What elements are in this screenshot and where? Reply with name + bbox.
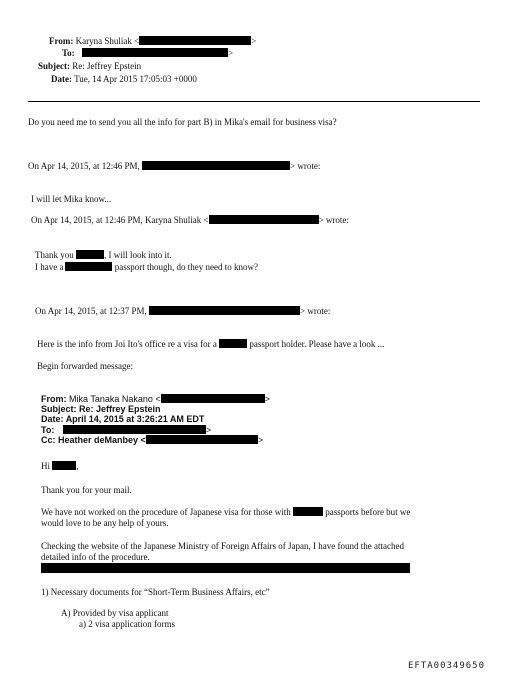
redaction (219, 339, 247, 348)
redaction (76, 250, 104, 259)
date-label: Date: (51, 74, 72, 84)
subject-label: Subject: (38, 61, 70, 71)
fwd-thanks: Thank you for your mail. (41, 485, 132, 495)
fwd-para-2: Checking the website of the Japanese Ministry of Foreign Affairs of Japan, I have found the attached (41, 541, 404, 551)
redaction (149, 306, 300, 315)
subject-text: Re: Jeffrey Epstein (72, 61, 142, 71)
fwd-to: To: > (41, 425, 212, 435)
header-to: To: > (62, 48, 234, 58)
header-date (51, 74, 197, 85)
thank-line: Thank you , I will look into it. (35, 250, 172, 260)
redaction (52, 461, 76, 470)
fwd-greeting: Hi , (41, 461, 79, 471)
body-line-1: Do you need me to send you all the info for part B) in Mika's email for business visa? (28, 117, 337, 127)
fwd-cc: Cc: Heather deManbey < > (41, 435, 264, 445)
fwd-para-1: We have not worked on the procedure of Japanese visa for those with passports before but we (41, 507, 411, 517)
header-subject (38, 61, 141, 72)
passport-line: I have a passport though, do they need to know? (35, 262, 258, 272)
redaction (65, 262, 112, 271)
redaction (63, 425, 206, 434)
date-text: Tue, 14 Apr 2015 17:05:03 +0000 (74, 74, 197, 84)
redacted-line (41, 563, 410, 575)
body-line-2: I will let Mika know... (31, 194, 112, 204)
quote-header-3: On Apr 14, 2015, at 12:37 PM, > wrote: (35, 306, 331, 316)
quote-header-2: On Apr 14, 2015, at 12:46 PM, Karyna Shuliak < > wrote: (31, 215, 349, 225)
fwd-subject: Subject: Re: Jeffrey Epstein (41, 404, 161, 414)
redaction (41, 563, 410, 573)
redaction (146, 435, 258, 444)
list-item-1: 1) Necessary documents for “Short-Term Business Affairs, etc” (41, 587, 270, 597)
list-item-a1: a) 2 visa application forms (79, 619, 175, 629)
from-name: Karyna Shuliak < (75, 36, 140, 46)
redaction (82, 48, 228, 57)
document-id: EFTA00349650 (408, 661, 486, 671)
redaction (139, 36, 251, 45)
redaction (142, 161, 290, 170)
redaction (293, 507, 323, 516)
redaction (161, 394, 265, 403)
to-label: To: (62, 48, 75, 58)
info-line: Here is the info from Joi Ito's office re a visa for a passport holder. Please have a look ... (37, 339, 385, 349)
header-from: From: Karyna Shuliak < > (49, 36, 257, 46)
redaction (209, 215, 319, 224)
header-divider (28, 101, 480, 102)
fwd-from: From: Mika Tanaka Nakano < > (41, 394, 270, 404)
fwd-para-2b: detailed info of the procedure. (41, 552, 150, 562)
begin-forwarded: Begin forwarded message: (37, 361, 133, 371)
from-label: From: (49, 36, 74, 46)
fwd-para-1b: would love to be any help of yours. (41, 518, 169, 528)
list-item-a: A) Provided by visa applicant (61, 608, 169, 618)
quote-header-1: On Apr 14, 2015, at 12:46 PM, > wrote: (28, 161, 321, 171)
fwd-date: Date: April 14, 2015 at 3:26:21 AM EDT (41, 414, 205, 424)
